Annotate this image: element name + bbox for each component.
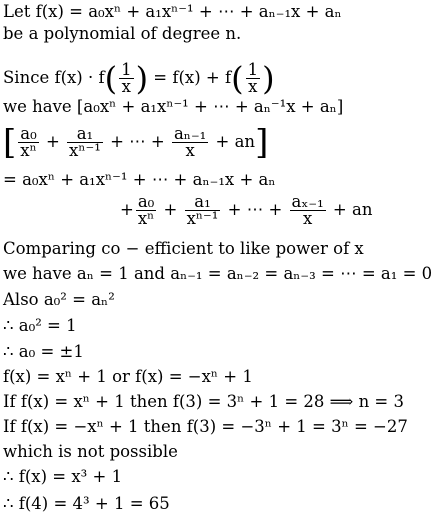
fraction-one-over-x: $\frac{1}{x}$ [121, 60, 132, 96]
line-3-mid: = f(x) + f [148, 68, 232, 87]
paren-close: ) [135, 59, 149, 98]
paren-close: ) [262, 59, 275, 98]
bracket-close: ] [255, 122, 269, 163]
line-16: which is not possible [3, 442, 178, 461]
line-14: If f(x) = xⁿ + 1 then f(3) = 3ⁿ + 1 = 28 ⟹ n = 3 [3, 392, 405, 411]
line-12: ∴ a₀ = ±1 [3, 342, 84, 361]
line-10: Also a₀² = aₙ² [3, 290, 115, 309]
paren-open: ( [104, 59, 118, 98]
paren-open: ( [231, 59, 244, 98]
line-4: we have [a₀xⁿ + a₁xⁿ⁻¹ + ⋯ + aₙ⁻¹x + aₙ] [3, 97, 344, 116]
line-8: Comparing co − efficient to like power of x [3, 239, 364, 258]
line-5: [ $\frac{\text{a₀}}{\text{xⁿ}}$ + $\frac{\text{a₁}}{\text{xⁿ⁻¹}}$ + ⋯ + $\frac{\text{aₙ₋₁}}{x}$ + an] [3, 122, 269, 163]
fraction-a0-xn: $\frac{\text{a₀}}{\text{xⁿ}}$ [20, 124, 37, 160]
line-17: ∴ f(x) = x³ + 1 [3, 467, 123, 486]
line-9: we have aₙ = 1 and aₙ₋₁ = aₙ₋₂ = aₙ₋₃ = ⋯ = a₁ = 0 [3, 264, 433, 283]
line-6: = a₀xⁿ + a₁xⁿ⁻¹ + ⋯ + aₙ₋₁x + aₙ [3, 170, 276, 189]
fraction-one-over-x: $\frac{1}{x}$ [247, 60, 259, 96]
line-2: be a polynomial of degree n. [3, 24, 242, 43]
line-3 [3, 59, 275, 98]
line-18: ∴ f(4) = 4³ + 1 = 65 [3, 494, 170, 513]
bracket-open: [ [3, 122, 17, 163]
line-1: Let f(x) = a₀xⁿ + a₁xⁿ⁻¹ + ⋯ + aₙ₋₁x + aₙ [3, 2, 342, 21]
line-15: If f(x) = −xⁿ + 1 then f(3) = −3ⁿ + 1 = 3ⁿ = −27 [3, 417, 408, 436]
fraction-a0-xn: $\frac{\text{a₀}}{\text{xⁿ}}$ [137, 192, 155, 228]
fraction-a1-xn1: $\frac{\text{a₁}}{\text{xⁿ⁻¹}}$ [186, 192, 219, 228]
line-11: ∴ a₀² = 1 [3, 316, 77, 335]
fraction-a1-xn1: $\frac{\text{a₁}}{\text{xⁿ⁻¹}}$ [69, 124, 101, 160]
line-7: + $\frac{\text{a₀}}{\text{xⁿ}}$ + $\frac{\text{a₁}}{\text{xⁿ⁻¹}}$ + ⋯ + $\frac{\text{aₓ₋₁}}{x}$ + an [120, 192, 373, 228]
line-3-pre: Since f(x) · f [3, 68, 105, 87]
fraction-an1-x: $\frac{\text{aₙ₋₁}}{x}$ [173, 124, 207, 160]
fraction-ax1-x: $\frac{\text{aₓ₋₁}}{x}$ [291, 192, 324, 228]
line-13: f(x) = xⁿ + 1 or f(x) = −xⁿ + 1 [3, 367, 253, 386]
